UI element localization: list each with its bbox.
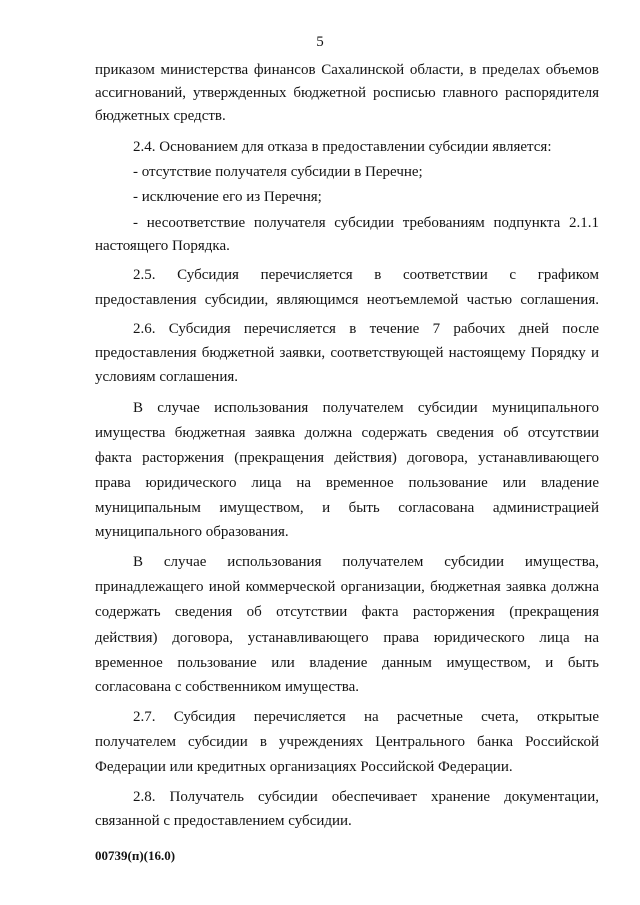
text-line: муниципального образования. [95,524,289,540]
document-code: 00739(п)(16.0) [95,848,176,863]
clause-2-4-heading: 2.4. Основанием для отказа в предоставлении субсидии является: [133,139,552,155]
text-line: временное пользование или владение данным имуществом, и быть [95,655,599,671]
clause-2-5: 2.5. Субсидия перечисляется в соответствии с графиком [133,267,599,283]
clause-2-7: 2.7. Субсидия перечисляется на расчетные счета, открытые [133,709,599,725]
text-line: предоставления бюджетной заявки, соответствующей настоящему Порядку и [95,345,599,361]
paragraph-municipal-start: В случае использования получателем субсидии муниципального [133,400,599,416]
text-line: содержать сведения об отсутствии факта расторжения (прекращения [95,604,599,620]
text-line: настоящего Порядка. [95,238,230,254]
clause-2-8: 2.8. Получатель субсидии обеспечивает хранение документации, [133,789,599,805]
text-line: принадлежащего иной коммерческой организации, бюджетная заявка должна [95,579,599,595]
text-line: согласована с собственником имущества. [95,679,360,695]
list-item: - отсутствие получателя субсидии в Перечне; [133,164,423,180]
text-line: факта расторжения (прекращения действия) договора, устанавливающего [95,450,599,466]
text-line: бюджетных средств. [95,108,226,124]
text-line: Федерации или кредитных организациях Российской Федерации. [95,759,513,775]
text-line: получателем субсидии в учреждениях Центрального банка Российской [95,734,599,750]
text-line: действия) договора, устанавливающего права юридического лица на [95,630,599,646]
text-line: приказом министерства финансов Сахалинской области, в пределах объемов [95,62,599,78]
text-line: ассигнований, утвержденных бюджетной росписью главного распорядителя [95,85,599,101]
clause-2-6: 2.6. Субсидия перечисляется в течение 7 рабочих дней после [133,321,599,337]
text-line: предоставления субсидии, являющимся неотъемлемой частью соглашения. [95,292,599,308]
paragraph-commercial-start: В случае использования получателем субсидии имущества, [133,554,599,570]
list-item: - несоответствие получателя субсидии требованиям подпункта 2.1.1 [133,215,599,231]
text-line: муниципальным имуществом, и быть согласована администрацией [95,500,599,516]
page-number: 5 [316,34,324,50]
text-line: имущества бюджетная заявка должна содержать сведения об отсутствии [95,425,599,441]
text-line: права юридического лица на временное пользование или владение [95,475,599,491]
text-line: связанной с предоставлением субсидии. [95,813,352,829]
text-line: условиям соглашения. [95,369,238,385]
list-item: - исключение его из Перечня; [133,189,322,205]
